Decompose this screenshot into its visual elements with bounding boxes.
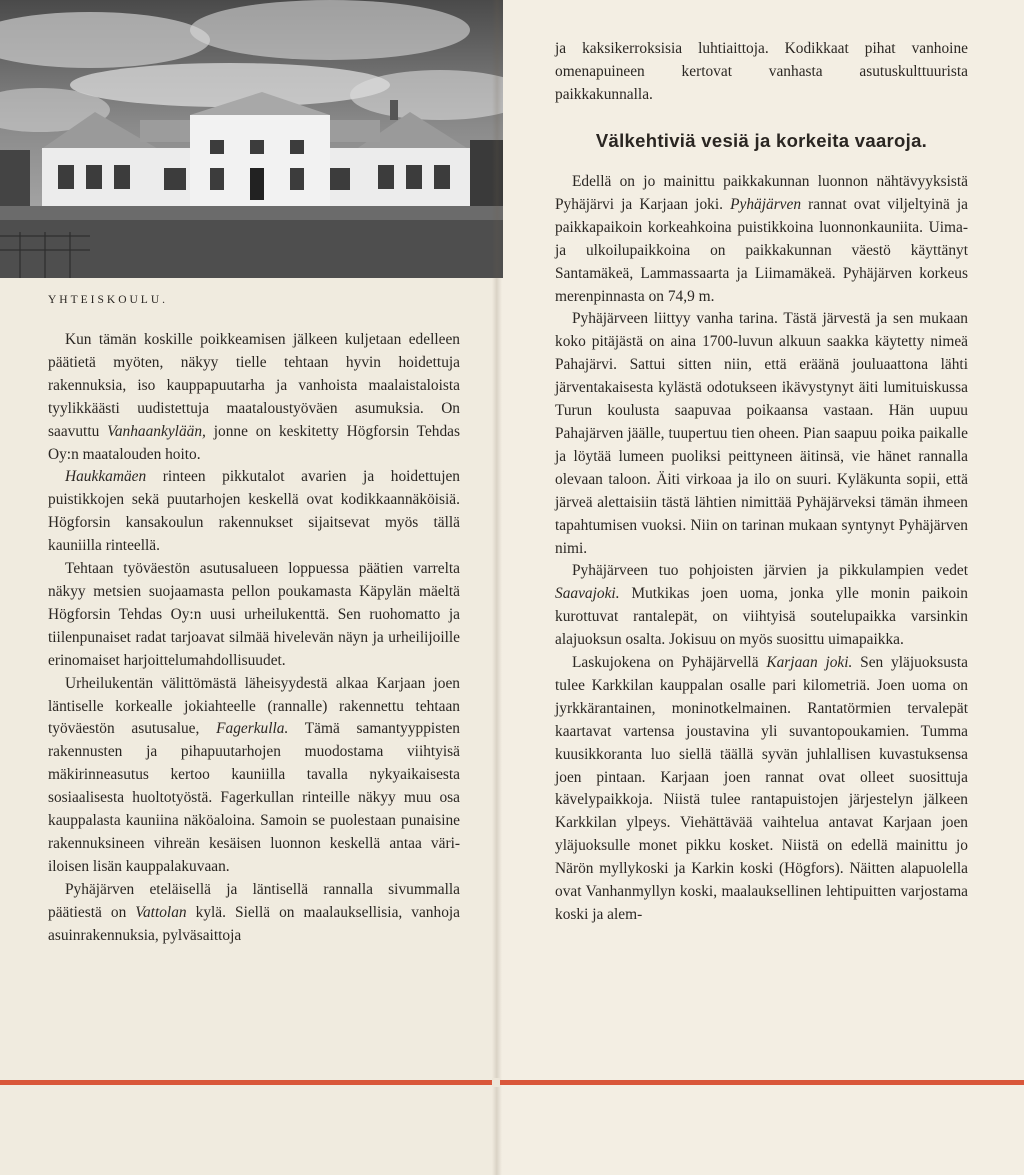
left-paragraph-5: Pyhäjärven eteläisellä ja läntisellä rannalla sivummalla päätiestä on Vattolan kylä. Siellä on maalauksellisia, vanhoja asuinrakennuksia, pylväsaittoja [48,880,460,944]
right-paragraph-4: Laskujokena on Pyhäjärvellä Karjaan joki. Sen yläjuoksusta tulee Karkkilan kauppalan osalle pari kilometriä. Joen uoma on jyrkkärantainen, moninotkelmainen. Rantatörmien tervalepät kaartavat vartensa joustavina yli suvantopoukamien. Tumma kuusikkoranta luo siellä täällä syvän juhlallisen kuvastuksensa joen pintaan. Karjaan joen rannat ovat olleet suosittuja kävelypaikkoja. Niistä tulee rantapuistojen järjestelyn jälkeen Karkkilan ylpeys. Viehättävää vaihtelua antavat Karjaan joen yläjuoksulle monet pikku kosket. Niistä on edellä mainittu jo Närön myllykoski ja Karkin koski (Högfors). Näitten alapuolella ovat Vanhanmyllyn koski, maalauksellinen lehtipuitten varjostama koski ja alem- [555,654,968,923]
page-gutter [492,0,502,1175]
right-text-column [555,171,968,927]
bottom-red-rule [0,1080,1024,1085]
right-paragraph-3: Pyhäjärveen tuo pohjoisten järvien ja pikkulampien vedet Saavajoki. Mutkikas joen uoma, jonka ylle monin paikoin kurottuvat rantalepät, on viihtyisä soutelupaikka varsinkin alajuoksun osalta. Jokisuu on myös suosittu uimapaikka. [555,562,968,649]
left-paragraph-1: Kun tämän koskille poikkeamisen jälkeen kuljetaan edelleen päätietä myöten, näkyy tielle tehtaan hyvin hoidettuja rakennuksia, iso kauppapuutarha ja vanhoista maalaistaloista tyylikkäästi uudistettuja maataloustyöväen asumuksia. On saavuttu Vanhaankylään, jonne on keskitetty Högforsin Tehdas Oy:n maatalouden hoito. [48,331,461,463]
right-continuation [555,38,968,107]
school-building-image [0,0,503,278]
right-continuation-text: ja kaksikerroksisia luhtiaittoja. Kodikkaat pihat vanhoine omenapuineen kertovat vanhasta asutuskulttuurista paikkakunnalla. [555,40,968,103]
left-paragraph-3: Tehtaan työväestön asutusalueen loppuessa päätien varrelta näkyy metsien suojaamasta pellon poukamasta Käpylän mäeltä Högforsin Tehdas Oy:n uusi urheilukenttä. Sen ruohomatto ja tiilenpunaiset radat tarjoavat silmää hivelevän näyn ja urheilijoille erinomaiset harjoittelumahdollisuudet. [48,560,460,669]
left-paragraph-4: Urheilukentän välittömästä läheisyydestä alkaa Karjaan joen läntiselle korkealle jokiahteelle (rannalle) rakennettu tehtaan työväestön asutusalue, Fagerkulla. Tämä samantyyppisten rakennusten ja pihapuutarhojen muodostama viihtyisä mäkirinneasutus kertoo kauniilla tavalla nykyaikaisesta sosiaalisesta huoltotyöstä. Fagerkullan rinteille näkyy muu osa kauppalasta kauniina näköaloina. Samoin se puolestaan punaisine rakennuksineen vihreän kesäisen luonnon keskellä antaa väri-iloisen lisän kauppalakuvaan. [48,674,460,875]
right-paragraph-2: Pyhäjärveen liittyy vanha tarina. Tästä järvestä ja sen mukaan koko pitäjästä on aina 1700-luvun alkuun saakka käytetty nimeä Pahajärvi. Sattui sitten niin, että eräänä jouluaattona lähti järventakaisesta kylästä odotukseen ikävystynyt äiti lumituiskussa Turun koulusta saapuvaa poikaansa vastaan. Hän uupuu Pahajärven jäälle, tuupertuu tien oheen. Pian saapuu poika paikalle ja löytää lumeen puoliksi peittyneen äitinsä, vie hänet rannalla olevaan taloon. Äiti virkoaa ja ilo on suuri. Kyläkunta sopii, että järveä alettaisiin tästä lähtien nimittää Pyhäjärveksi tämän ihmeen tapahtumisen vuoksi. Niin on tarinan mukaan syntynyt Pyhäjärven nimi. [555,310,968,557]
section-heading: Välkehtiviä vesiä ja korkeita vaaroja. [595,130,928,151]
left-text-column [48,329,460,947]
school-photo [0,0,503,278]
right-paragraph-1: Edellä on jo mainittu paikkakunnan luonnon nähtävyyksistä Pyhäjärvi ja Karjaan joki. Pyhäjärven rannat ovat viljeltyinä ja paikkapaikoin korkeahkoina puistikkoina luonnonkauniita. Uima- ja ulkoilupaikkoina on paikkakunnan väestö käyttänyt Santamäkeä, Lammassaarta ja Liimamäkeä. Pyhäjärven korkeus merenpinnasta on 74,9 m. [555,173,969,305]
photo-caption: YHTEISKOULU. [48,294,169,306]
rule-gutter-break [492,1078,500,1087]
left-paragraph-2: Haukkamäen rinteen pikkutalot avarien ja hoidettujen puistikkojen sekä puutarhojen keskellä ovat kodikkaannäköisiä. Högforsin kansakoulun rakennukset sijaitsevat myös tällä kauniilla rinteellä. [48,468,460,555]
